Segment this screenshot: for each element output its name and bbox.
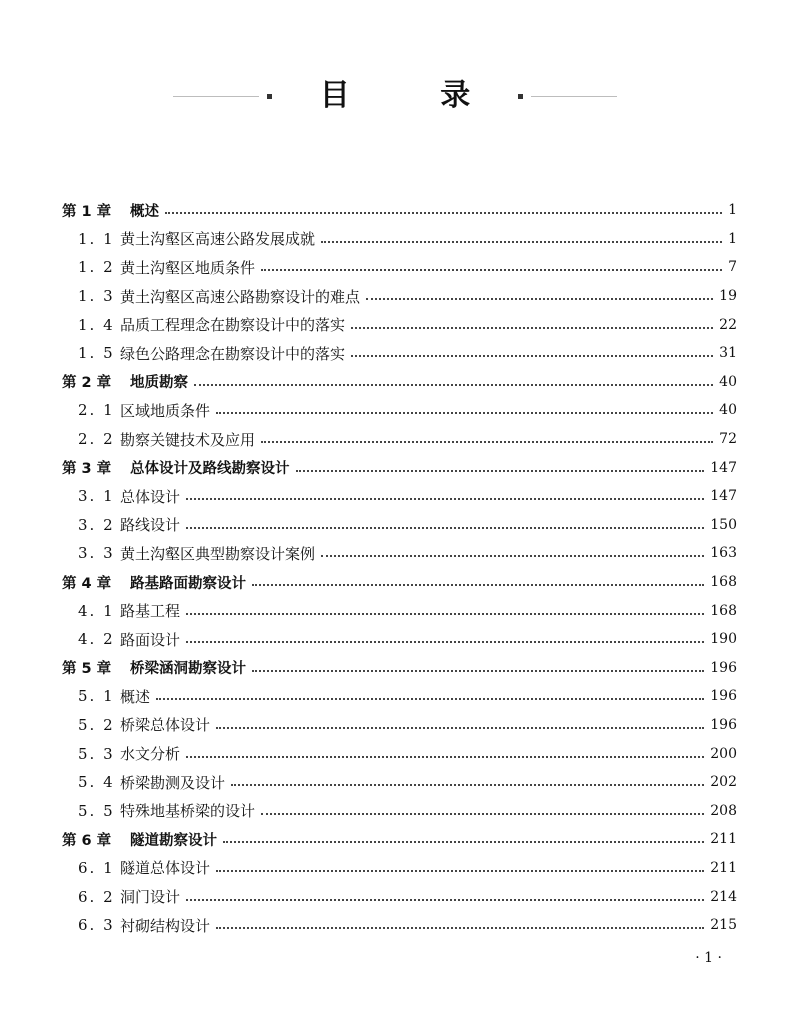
toc-entry-number: 第 6 章 [62,832,112,849]
toc-dot-leader [296,470,705,472]
toc-chapter-row[interactable] [62,654,737,683]
toc-section-row[interactable] [62,539,737,568]
toc-dot-leader [165,212,722,214]
title-right-rule [531,96,617,97]
toc-page-number: 168 [710,574,737,591]
toc-section-row[interactable] [62,739,737,768]
page-number: · 1 · [695,950,722,966]
toc-entry-number: 5. 5 [78,801,115,820]
toc-section-row[interactable] [62,511,737,540]
toc-entry-title: 桥梁勘测及设计 [120,773,226,792]
toc-entry-title: 桥梁总体设计 [120,716,211,735]
toc-section-row[interactable] [62,768,737,797]
toc-dot-leader [321,555,704,557]
toc-section-row[interactable] [62,854,737,883]
title-right-dot [518,94,523,99]
toc-page-number: 22 [719,316,737,333]
toc-dot-leader [186,613,704,615]
toc-entry-number: 4. 1 [78,601,115,620]
table-of-contents [62,196,737,939]
toc-entry-title: 品质工程理念在勘察设计中的落实 [120,316,346,335]
toc-section-row[interactable] [62,282,737,311]
toc-entry-number: 第 1 章 [62,203,112,220]
toc-entry-title: 勘察关键技术及应用 [120,430,256,449]
toc-page-number: 7 [728,259,737,276]
toc-page-number: 196 [710,688,737,705]
toc-entry-number: 4. 2 [78,630,115,649]
toc-entry-title: 概述 [130,203,159,220]
toc-page-number: 208 [710,802,737,819]
toc-entry-title: 总体设计 [120,487,181,506]
toc-entry-number: 5. 1 [78,687,115,706]
toc-entry-title: 黄土沟壑区高速公路勘察设计的难点 [120,287,361,306]
toc-entry-title: 路线设计 [120,516,181,535]
toc-entry-title: 绿色公路理念在勘察设计中的落实 [120,344,346,363]
toc-entry-title: 路基工程 [120,602,181,621]
toc-entry-number: 1. 4 [78,315,115,334]
toc-section-row[interactable] [62,425,737,454]
toc-entry-title: 衬砌结构设计 [120,916,211,935]
toc-dot-leader [261,813,704,815]
toc-page-number: 190 [710,631,737,648]
toc-section-row[interactable] [62,225,737,254]
toc-page-number: 211 [710,859,737,876]
toc-entry-number: 6. 3 [78,916,115,935]
toc-entry-title: 地质勘察 [130,375,188,392]
toc-entry-title: 路面设计 [120,630,181,649]
toc-entry-title: 黄土沟壑区地质条件 [120,258,256,277]
toc-dot-leader [351,327,713,329]
toc-page-number: 147 [710,459,737,476]
toc-chapter-row[interactable] [62,196,737,225]
toc-entry-number: 5. 4 [78,773,115,792]
toc-entry-number: 第 2 章 [62,375,112,392]
toc-page-number: 196 [710,659,737,676]
toc-dot-leader [223,841,704,843]
toc-entry-title: 隧道勘察设计 [130,832,217,849]
page-title: 目 录 [319,78,511,113]
toc-dot-leader [366,298,713,300]
toc-dot-leader [186,641,704,643]
toc-section-row[interactable] [62,339,737,368]
toc-entry-number: 1. 2 [78,258,115,277]
toc-chapter-row[interactable] [62,568,737,597]
toc-entry-title: 水文分析 [120,745,181,764]
title-left-dot [267,94,272,99]
toc-page-number: 202 [710,774,737,791]
toc-page-number: 19 [719,288,737,305]
toc-section-row[interactable] [62,596,737,625]
toc-entry-number: 1. 1 [78,229,115,248]
toc-page-number: 40 [719,402,737,419]
toc-entry-number: 第 4 章 [62,575,112,592]
toc-dot-leader [351,355,713,357]
toc-dot-leader [216,412,713,414]
toc-dot-leader [216,727,704,729]
toc-entry-number: 6. 2 [78,887,115,906]
toc-entry-number: 6. 1 [78,858,115,877]
toc-title-row [0,76,790,116]
toc-entry-number: 2. 1 [78,401,115,420]
toc-section-row[interactable] [62,310,737,339]
toc-dot-leader [186,527,704,529]
toc-page-number: 72 [719,431,737,448]
toc-section-row[interactable] [62,711,737,740]
title-left-rule [173,96,259,97]
toc-entry-number: 第 5 章 [62,661,112,678]
toc-section-row[interactable] [62,482,737,511]
toc-page-number: 31 [719,345,737,362]
toc-dot-leader [216,927,704,929]
toc-page-number: 211 [710,831,737,848]
toc-entry-number: 3. 1 [78,487,115,506]
toc-page-number: 1 [728,202,737,219]
toc-entry-number: 3. 3 [78,544,115,563]
toc-dot-leader [186,756,704,758]
toc-entry-title: 概述 [120,687,151,706]
toc-page-number: 150 [710,516,737,533]
toc-entry-title: 桥梁涵洞勘察设计 [130,661,246,678]
toc-section-row[interactable] [62,911,737,940]
toc-dot-leader [216,870,704,872]
toc-entry-number: 5. 3 [78,744,115,763]
toc-entry-title: 洞门设计 [120,888,181,907]
toc-dot-leader [186,899,704,901]
toc-entry-number: 1. 3 [78,287,115,306]
toc-dot-leader [231,784,704,786]
toc-page-number: 215 [710,917,737,934]
toc-page-number: 1 [728,230,737,247]
toc-page-number: 40 [719,373,737,390]
toc-section-row[interactable] [62,253,737,282]
toc-dot-leader [261,269,722,271]
toc-entry-number: 2. 2 [78,430,115,449]
toc-section-row[interactable] [62,882,737,911]
toc-dot-leader [321,241,722,243]
toc-entry-title: 特殊地基桥梁的设计 [120,802,256,821]
toc-entry-number: 3. 2 [78,515,115,534]
toc-chapter-row[interactable] [62,453,737,482]
toc-dot-leader [261,441,713,443]
toc-entry-title: 总体设计及路线勘察设计 [130,461,290,478]
toc-entry-title: 黄土沟壑区典型勘察设计案例 [120,544,316,563]
toc-dot-leader [252,670,704,672]
toc-page-number: 196 [710,716,737,733]
toc-entry-number: 5. 2 [78,715,115,734]
toc-chapter-row[interactable] [62,825,737,854]
toc-entry-title: 区域地质条件 [120,401,211,420]
toc-entry-title: 黄土沟壑区高速公路发展成就 [120,230,316,249]
toc-section-row[interactable] [62,682,737,711]
toc-entry-title: 路基路面勘察设计 [130,575,246,592]
toc-section-row[interactable] [62,796,737,825]
toc-dot-leader [156,698,704,700]
toc-chapter-row[interactable] [62,368,737,397]
toc-entry-title: 隧道总体设计 [120,859,211,878]
toc-dot-leader [186,498,704,500]
toc-page-number: 214 [710,888,737,905]
toc-section-row[interactable] [62,625,737,654]
toc-page-number: 147 [710,488,737,505]
toc-entry-number: 第 3 章 [62,461,112,478]
toc-page-number: 200 [710,745,737,762]
toc-page-number: 163 [710,545,737,562]
toc-entry-number: 1. 5 [78,344,115,363]
toc-dot-leader [194,384,713,386]
toc-page-number: 168 [710,602,737,619]
toc-dot-leader [252,584,704,586]
toc-section-row[interactable] [62,396,737,425]
